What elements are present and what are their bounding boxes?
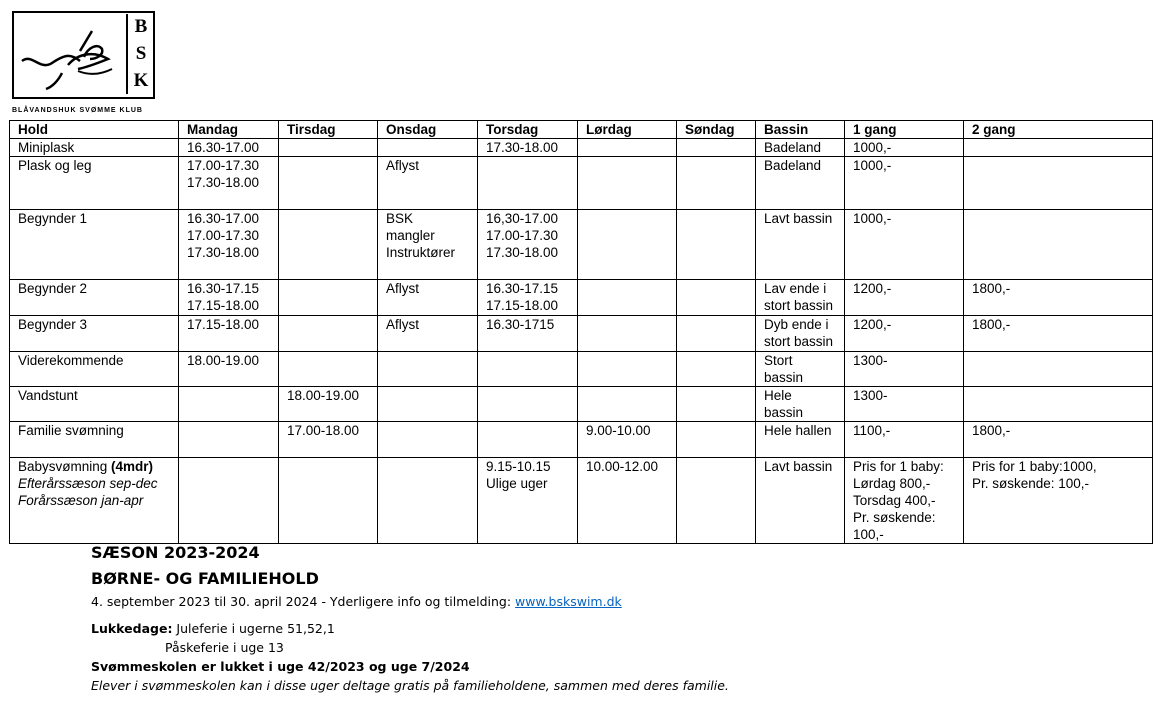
closed-label: Lukkedage: [91, 621, 173, 636]
swimmer-icon [18, 23, 126, 93]
cell-text: Lav ende i [764, 281, 827, 296]
logo-letter: B [134, 16, 148, 38]
cell-gang1 [845, 422, 964, 458]
cell-onsdag [378, 280, 478, 316]
cell-bassin [756, 210, 845, 280]
cell-onsdag [378, 458, 478, 544]
cell-hold [10, 210, 179, 280]
cell-text: Lavt bassin [764, 459, 833, 474]
cell-text: 16.30-17.15 [187, 281, 260, 296]
table-row [10, 210, 1153, 280]
cell-text: Pris for 1 baby:1000, [972, 459, 1097, 474]
cell-bassin [756, 280, 845, 316]
cell-gang2 [964, 316, 1153, 352]
hold-age: (4mdr) [111, 459, 154, 474]
cell-torsdag [478, 280, 578, 316]
cell-text: 1800,- [972, 281, 1011, 296]
cell-text: 17.00-18.00 [287, 423, 360, 438]
cell-text: Familie svømning [18, 423, 124, 438]
cell-text: 16.30-17.00 [187, 140, 260, 155]
header-cell: Mandag [179, 121, 279, 139]
header-cell: Søndag [677, 121, 756, 139]
table-row [10, 387, 1153, 422]
cell-lordag [578, 422, 677, 458]
cell-sondag [677, 352, 756, 387]
header-cell: Torsdag [478, 121, 578, 139]
cell-text: Ulige uger [486, 476, 548, 491]
cell-lordag [578, 139, 677, 157]
cell-mandag [179, 387, 279, 422]
cell-text: 17.30-18.00 [187, 245, 260, 260]
cell-mandag [179, 157, 279, 210]
cell-hold [10, 139, 179, 157]
cell-text: 17.15-18.00 [486, 298, 559, 313]
table-row [10, 458, 1153, 544]
season-note: Forårssæson jan-apr [18, 493, 144, 508]
cell-tirsdag [279, 157, 378, 210]
schedule-table [9, 120, 1153, 544]
cell-text: Badeland [764, 140, 822, 155]
cell-text: 17.00-17.30 [486, 228, 559, 243]
cell-text: BSK [386, 211, 414, 226]
cell-text: 17.15-18.00 [187, 298, 260, 313]
cell-gang1 [845, 280, 964, 316]
cell-text: 1000,- [853, 140, 892, 155]
cell-sondag [677, 422, 756, 458]
cell-mandag [179, 210, 279, 280]
cell-torsdag [478, 458, 578, 544]
hold-name [18, 458, 178, 475]
cell-text: Aflyst [386, 158, 420, 173]
cell-mandag [179, 280, 279, 316]
table-row [10, 316, 1153, 352]
header-cell: Onsdag [378, 121, 478, 139]
cell-text: Begynder 2 [18, 281, 88, 296]
cell-sondag [677, 157, 756, 210]
cell-lordag [578, 280, 677, 316]
cell-bassin [756, 458, 845, 544]
cell-text: Torsdag 400,- [853, 493, 936, 508]
school-note: Elever i svømmeskolen kan i disse uger deltage gratis på familieholdene, sammen med deres familie. [91, 678, 729, 693]
table-row [10, 422, 1153, 458]
cell-sondag [677, 280, 756, 316]
cell-sondag [677, 387, 756, 422]
cell-text: Lavt bassin [764, 211, 833, 226]
cell-text: 1200,- [853, 281, 892, 296]
cell-text: Viderekommende [18, 353, 124, 368]
cell-text: 100,- [853, 527, 884, 542]
cell-text: Aflyst [386, 317, 420, 332]
cell-sondag [677, 316, 756, 352]
cell-mandag [179, 139, 279, 157]
cell-text: 1300- [853, 388, 888, 403]
cell-bassin [756, 387, 845, 422]
cell-text: 17.30-18.00 [486, 140, 559, 155]
cell-text: 17.30-18.00 [486, 245, 559, 260]
club-logo [12, 11, 158, 114]
cell-onsdag [378, 316, 478, 352]
cell-text: 9.00-10.00 [586, 423, 651, 438]
cell-gang2 [964, 139, 1153, 157]
cell-text: 9.15-10.15 [486, 459, 551, 474]
hold-main: Babysvømning [18, 459, 112, 474]
logo-letter: K [133, 69, 149, 91]
cell-gang2 [964, 210, 1153, 280]
cell-text: bassin [764, 370, 804, 385]
cell-gang1 [845, 352, 964, 387]
cell-torsdag [478, 157, 578, 210]
cell-bassin [756, 139, 845, 157]
info-section [91, 540, 729, 695]
header-cell: 2 gang [964, 121, 1153, 139]
cell-gang1 [845, 210, 964, 280]
cell-text: 18.00-19.00 [187, 353, 260, 368]
cell-text: stort bassin [764, 298, 834, 313]
cell-text: Pris for 1 baby: [853, 459, 944, 474]
cell-onsdag [378, 352, 478, 387]
logo-letters [126, 14, 154, 94]
header-cell: Bassin [756, 121, 845, 139]
cell-onsdag [378, 387, 478, 422]
closed-christmas: Juleferie i ugerne 51,52,1 [172, 621, 335, 636]
cell-text: bassin [764, 405, 804, 420]
cell-bassin [756, 352, 845, 387]
cell-sondag [677, 139, 756, 157]
cell-lordag [578, 387, 677, 422]
table-row [10, 280, 1153, 316]
cell-torsdag [478, 316, 578, 352]
cell-onsdag [378, 422, 478, 458]
cell-torsdag [478, 387, 578, 422]
cell-text: 16.30-17.00 [187, 211, 260, 226]
header-cell: Hold [10, 121, 179, 139]
cell-lordag [578, 210, 677, 280]
cell-tirsdag [279, 210, 378, 280]
cell-bassin [756, 316, 845, 352]
cell-text: 1000,- [853, 158, 892, 173]
cell-text: Pr. søskende: 100,- [972, 476, 1090, 491]
cell-lordag [578, 352, 677, 387]
closed-days [91, 619, 729, 638]
cell-hold [10, 422, 179, 458]
cell-tirsdag [279, 280, 378, 316]
cell-onsdag [378, 157, 478, 210]
cell-torsdag [478, 139, 578, 157]
cell-text: Begynder 3 [18, 317, 88, 332]
cell-tirsdag [279, 316, 378, 352]
dates-text: 4. september 2023 til 30. april 2024 - Yderligere info og tilmelding: [91, 594, 516, 609]
cell-sondag [677, 210, 756, 280]
logo-letter: S [135, 42, 147, 64]
header-cell: 1 gang [845, 121, 964, 139]
cell-tirsdag [279, 422, 378, 458]
cell-mandag [179, 422, 279, 458]
cell-text: 17.30-18.00 [187, 175, 260, 190]
cell-mandag [179, 458, 279, 544]
cell-text: Pr. søskende: [853, 510, 936, 525]
table-row [10, 352, 1153, 387]
cell-text: Hele hallen [764, 423, 832, 438]
cell-hold [10, 387, 179, 422]
table-header-row [10, 121, 1153, 139]
cell-bassin [756, 422, 845, 458]
season-title: SÆSON 2023-2024 [91, 543, 260, 562]
cell-text: 1000,- [853, 211, 892, 226]
table-row [10, 139, 1153, 157]
cell-text: 17.15-18.00 [187, 317, 260, 332]
cell-text: Aflyst [386, 281, 420, 296]
cell-text: Dyb ende i [764, 317, 829, 332]
cell-gang2 [964, 387, 1153, 422]
season-note: Efterårssæson sep-dec [18, 476, 158, 491]
cell-gang2 [964, 422, 1153, 458]
cell-text: Hele [764, 388, 792, 403]
cell-text: 17.00-17.30 [187, 158, 260, 173]
table-row [10, 157, 1153, 210]
cell-tirsdag [279, 387, 378, 422]
cell-text: Badeland [764, 158, 822, 173]
cell-tirsdag [279, 352, 378, 387]
cell-text: Stort [764, 353, 793, 368]
cell-text: stort bassin [764, 334, 834, 349]
header-cell: Lørdag [578, 121, 677, 139]
cell-text: Instruktører [386, 245, 456, 260]
logo-caption: BLÅVANDSHUK SVØMME KLUB [12, 107, 143, 114]
cell-lordag [578, 316, 677, 352]
cell-text: 16,30-17.00 [486, 211, 559, 226]
header-cell: Tirsdag [279, 121, 378, 139]
cell-sondag [677, 458, 756, 544]
cell-hold [10, 157, 179, 210]
cell-mandag [179, 352, 279, 387]
cell-text: 1800,- [972, 423, 1011, 438]
cell-lordag [578, 157, 677, 210]
cell-torsdag [478, 210, 578, 280]
cell-text: 1100,- [853, 423, 891, 438]
cell-mandag [179, 316, 279, 352]
season-dates [91, 592, 729, 611]
cell-torsdag [478, 352, 578, 387]
website-link[interactable]: www.bskswim.dk [515, 594, 622, 609]
cell-text: Lørdag 800,- [853, 476, 931, 491]
cell-gang1 [845, 458, 964, 544]
cell-text: Miniplask [18, 140, 75, 155]
cell-hold [10, 458, 179, 544]
cell-gang1 [845, 139, 964, 157]
cell-hold [10, 316, 179, 352]
cell-hold [10, 280, 179, 316]
cell-gang2 [964, 352, 1153, 387]
cell-text: Vandstunt [18, 388, 78, 403]
closed-easter: Påskeferie i uge 13 [165, 640, 284, 655]
cell-gang2 [964, 458, 1153, 544]
cell-gang1 [845, 157, 964, 210]
cell-gang1 [845, 316, 964, 352]
cell-text: 1300- [853, 353, 888, 368]
cell-gang2 [964, 280, 1153, 316]
cell-onsdag [378, 210, 478, 280]
cell-tirsdag [279, 458, 378, 544]
cell-text: 18.00-19.00 [287, 388, 360, 403]
cell-onsdag [378, 139, 478, 157]
cell-bassin [756, 157, 845, 210]
cell-text: mangler [386, 228, 435, 243]
cell-gang2 [964, 157, 1153, 210]
cell-hold [10, 352, 179, 387]
cell-torsdag [478, 422, 578, 458]
cell-text: 1200,- [853, 317, 892, 332]
cell-text: 10.00-12.00 [586, 459, 659, 474]
cell-lordag [578, 458, 677, 544]
cell-text: 17.00-17.30 [187, 228, 260, 243]
cell-tirsdag [279, 139, 378, 157]
subtitle: BØRNE- OG FAMILIEHOLD [91, 569, 319, 588]
cell-text: 16.30-1715 [486, 317, 555, 332]
cell-text: 1800,- [972, 317, 1011, 332]
cell-text: Begynder 1 [18, 211, 88, 226]
cell-text: Plask og leg [18, 158, 92, 173]
cell-gang1 [845, 387, 964, 422]
cell-text: 16.30-17.15 [486, 281, 559, 296]
school-closed: Svømmeskolen er lukket i uge 42/2023 og uge 7/2024 [91, 659, 470, 674]
